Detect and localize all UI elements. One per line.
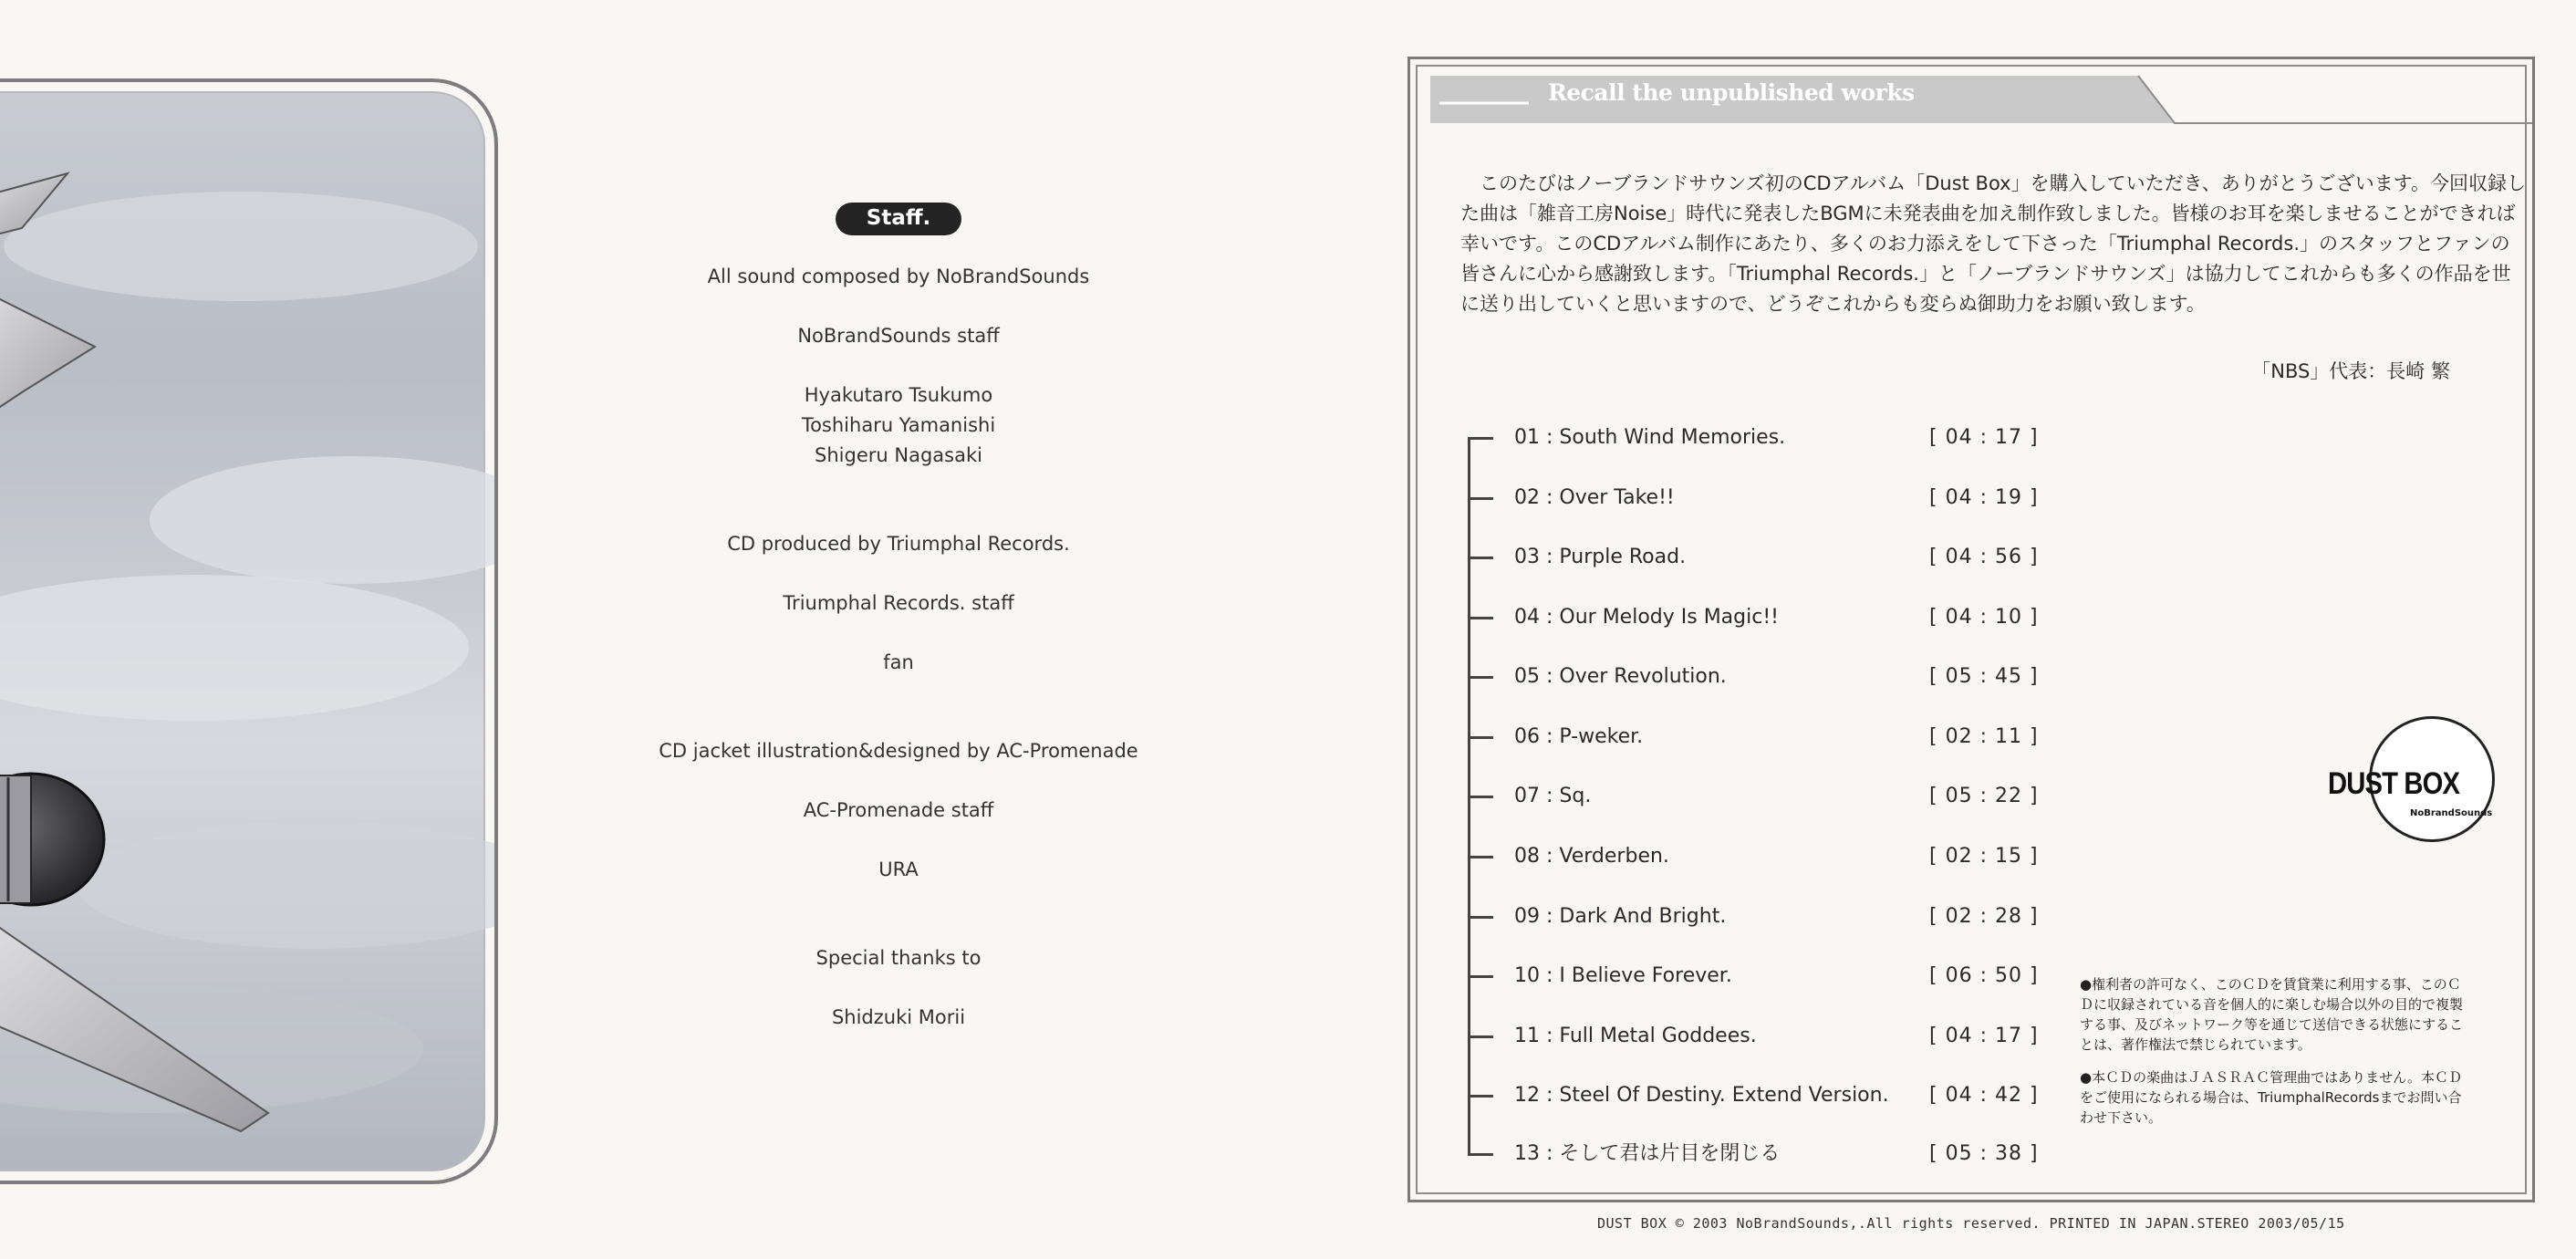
track-title: 09 : Dark And Bright. (1514, 905, 1727, 928)
credit-line: CD jacket illustration&designed by AC-Promenade (659, 740, 1138, 762)
credit-line: NoBrandSounds staff (797, 325, 1000, 347)
copyright-notes (2080, 974, 2472, 1140)
track-time: [ 05 : 45 ] (1929, 665, 2039, 688)
footer-copyright: DUST BOX © 2003 NoBrandSounds,.All rights reserved. PRINTED IN JAPAN.STEREO 2003/05/15 (1597, 1215, 2345, 1232)
track-row (1468, 484, 2070, 512)
logo-subtitle: NoBrandSounds (2410, 808, 2493, 818)
track-time: [ 05 : 22 ] (1929, 785, 2039, 807)
credit-line: Triumphal Records. staff (783, 592, 1014, 614)
track-time: [ 04 : 56 ] (1929, 546, 2039, 568)
track-time: [ 04 : 10 ] (1929, 606, 2039, 629)
panel-title: Recall the unpublished works (1548, 79, 1915, 106)
track-title: 01 : South Wind Memories. (1514, 426, 1786, 449)
credit-line: Toshiharu Yamanishi (801, 414, 996, 436)
credit-line: URA (878, 858, 919, 880)
track-row (1468, 1140, 2070, 1168)
credit-line: Shigeru Nagasaki (815, 444, 982, 466)
credit-line: Special thanks to (815, 947, 982, 969)
track-title: 04 : Our Melody Is Magic!! (1514, 606, 1779, 629)
track-title: 12 : Steel Of Destiny. Extend Version. (1514, 1084, 1889, 1107)
track-row (1468, 544, 2070, 571)
track-time: [ 02 : 11 ] (1929, 725, 2039, 748)
credit-line: Hyakutaro Tsukumo (804, 384, 993, 406)
track-title: 08 : Verderben. (1514, 845, 1669, 868)
panel-inner-frame (1416, 65, 2527, 1194)
track-row (1468, 604, 2070, 631)
track-title: 05 : Over Revolution. (1514, 665, 1727, 688)
credit-line: AC-Promenade staff (803, 799, 994, 821)
track-row (1468, 723, 2070, 751)
track-row (1468, 663, 2070, 691)
track-time: [ 04 : 19 ] (1929, 486, 2039, 509)
track-title: 10 : I Believe Forever. (1514, 964, 1732, 987)
track-title: 02 : Over Take!! (1514, 486, 1675, 509)
track-title: 11 : Full Metal Goddees. (1514, 1025, 1757, 1047)
jet-illustration (0, 82, 494, 1181)
track-time: [ 06 : 50 ] (1929, 964, 2039, 987)
track-row (1468, 843, 2070, 870)
note-paragraph: ●本ＣＤの楽曲はＪＡＳＲＡＣ管理曲ではありません。本ＣＤをご使用になられる場合は、TriumphalRecordsまでお問い合わせ下さい。 (2080, 1069, 2462, 1126)
track-title: 03 : Purple Road. (1514, 546, 1687, 568)
staff-credits (629, 203, 1168, 1033)
track-title: 13 : そして君は片目を閉じる (1514, 1142, 1781, 1165)
track-row (1468, 962, 2070, 990)
credit-line: fan (883, 651, 914, 673)
track-time: [ 04 : 17 ] (1929, 1025, 2039, 1047)
intro-text: このたびはノーブランドサウンズ初のCDアルバム「Dust Box」を購入していただき、ありがとうございます。今回収録した曲は「雑音工房Noise」時代に発表したBGMに未発表曲を加え制作致しました。皆様のお耳を楽しませることができれば幸いです。このCDアルバム制作にあたり、多くのお力添えをして下さった「Triumphal Records.」のスタッフとファンの皆さんに心から感謝致します。「Triumphal Records.」と「ノーブランドサウンズ」は協力してこれからも多くの作品を世に送り出していくと思いますので、どうぞこれからも変らぬ御助力をお願い致します。 (1460, 172, 2527, 315)
staff-heading: Staff. (836, 203, 961, 235)
track-row (1468, 424, 2070, 452)
dust-box-logo (2328, 716, 2495, 842)
track-row (1468, 783, 2070, 810)
cover-artwork (0, 78, 498, 1184)
track-row (1468, 903, 2070, 931)
track-title: 06 : P-weker. (1514, 725, 1644, 748)
track-row (1468, 1023, 2070, 1050)
track-title: 07 : Sq. (1514, 785, 1592, 807)
signature: 「NBS」代表：長崎 繁 (2251, 360, 2450, 382)
credit-line: CD produced by Triumphal Records. (727, 533, 1070, 555)
credit-line: All sound composed by NoBrandSounds (707, 265, 1090, 287)
album-info-panel (1407, 57, 2535, 1202)
track-time: [ 05 : 38 ] (1929, 1142, 2039, 1165)
logo-title: DUST BOX (2328, 766, 2460, 801)
note-paragraph: ●権利者の許可なく、このＣＤを賃貸業に利用する事、このＣＤに収録されている音を個人的に楽しむ場合以外の目的で複製する事、及びネットワーク等を通じて送信できる状態にすることは、著作権法で禁じられています。 (2080, 976, 2464, 1053)
track-time: [ 02 : 28 ] (1929, 905, 2039, 928)
track-time: [ 04 : 17 ] (1929, 426, 2039, 449)
credit-line: Shidzuki Morii (831, 1006, 966, 1028)
track-time: [ 02 : 15 ] (1929, 845, 2039, 868)
track-time: [ 04 : 42 ] (1929, 1084, 2039, 1107)
track-row (1468, 1082, 2070, 1109)
